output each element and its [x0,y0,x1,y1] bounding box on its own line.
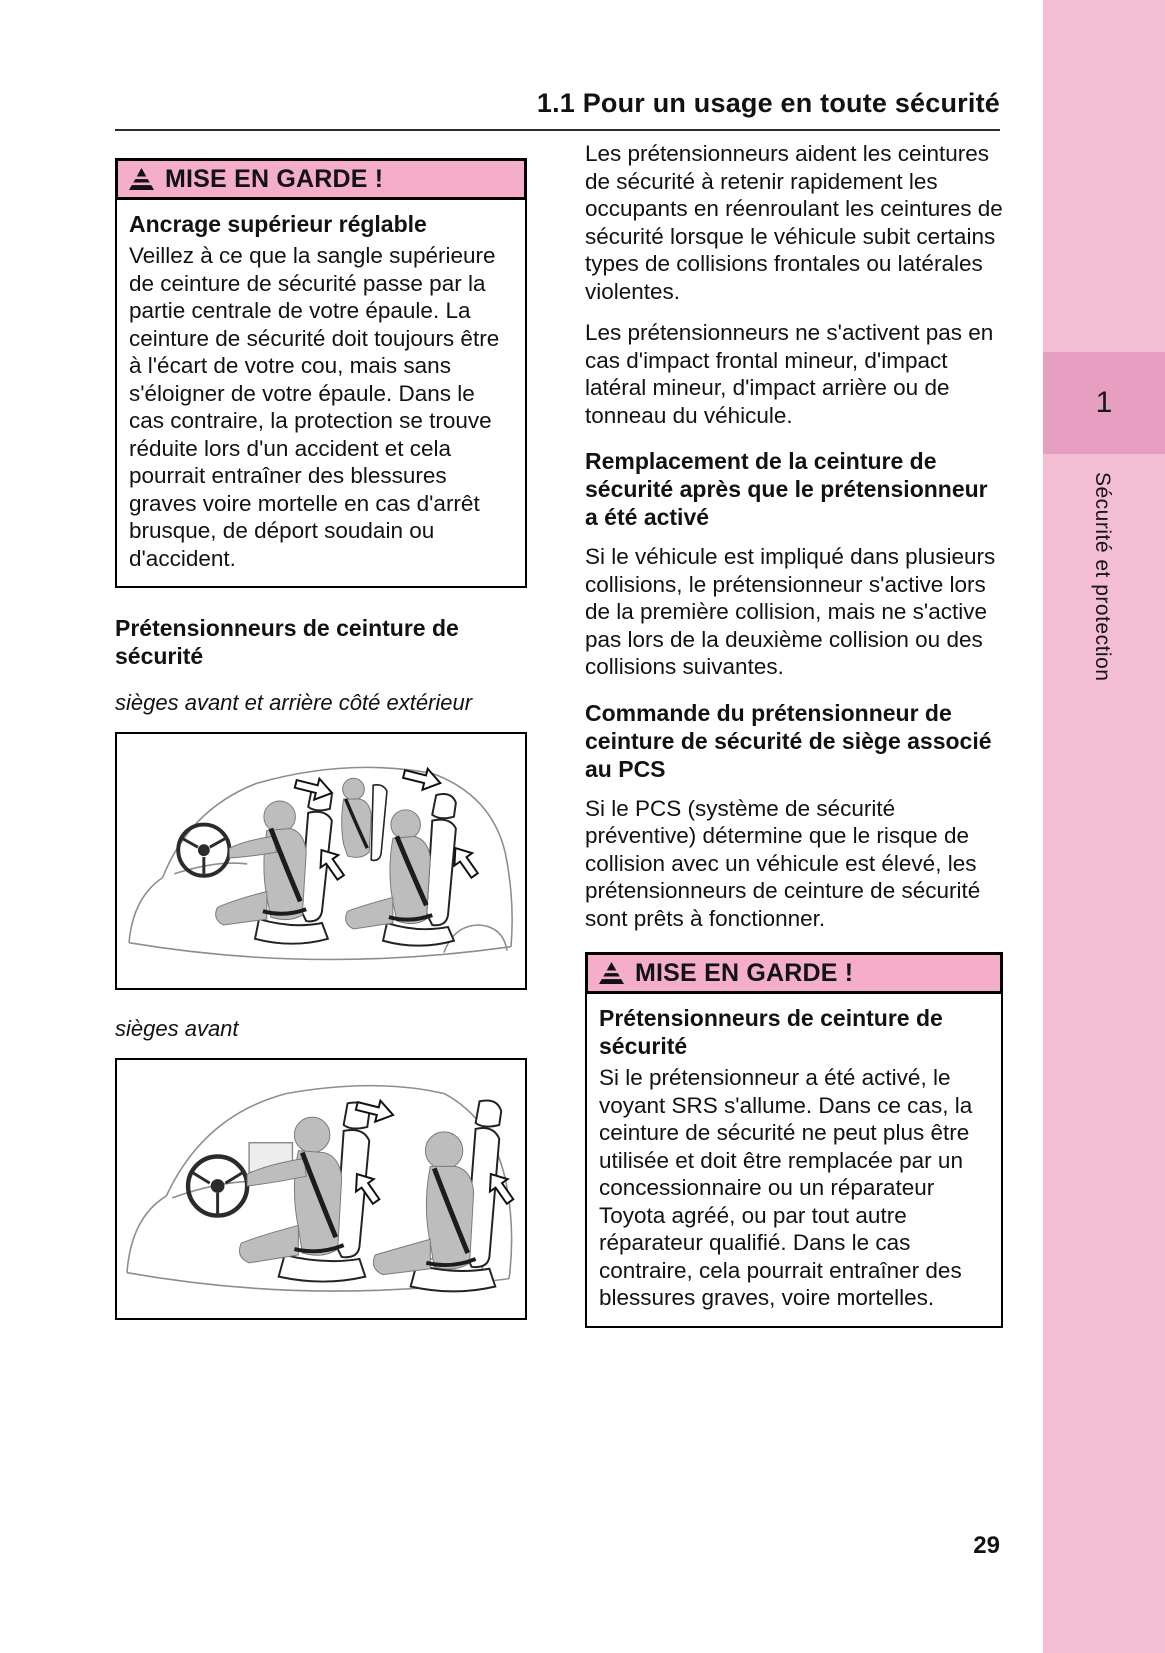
paragraph-pretensionneurs-non-activation: Les prétensionneurs ne s'activent pas en cas d'impact frontal mineur, d'impact latéral mineur, d'impact arrière ou de tonneau du véhicule. [585,320,994,428]
warning-body [585,994,1003,1328]
warning-text: Veillez à ce que la sangle supérieure de ceinture de sécurité passe par la partie centrale de votre épaule. La ceinture de sécurité doit toujours être à l'écart de votre cou, mais sans s'éloigner de votre épaule. Dans le cas contraire, la protection se trouve réduite lors d'un accident et cela pourrait entraîner des blessures graves voire mortelle en cas d'arrêt brusque, de déport soudain ou d'accident. [129,243,500,571]
warning-title: Ancrage supérieur réglable [129,211,427,237]
paragraph-collisions-multiples: Si le véhicule est impliqué dans plusieurs collisions, le prétensionneur s'active lors de la première collision, mais ne s'active pas lors de la deuxième collision ou des collisions suivantes. [585,544,996,679]
front-rear-seats-drawing [117,734,525,988]
figure-2-caption: sièges avant [115,1016,239,1041]
warning-title: Prétensionneurs de ceinture de sécurité [599,1005,943,1059]
figure-1-caption: sièges avant et arrière côté extérieur [115,690,473,715]
warning-header [115,158,527,200]
heading-commande-pcs: Commande du prétensionneur de ceinture de sécurité de siège associé au PCS [585,699,992,782]
chapter-title-vertical: Sécurité et protection [1091,472,1114,682]
left-column [115,158,527,1320]
paragraph-pcs: Si le PCS (système de sécurité préventive) détermine que le risque de collision avec un véhicule est élevé, les prétensionneurs de ceinture de sécurité sont prêts à fonctionner. [585,795,981,931]
warning-triangle-icon [598,961,625,986]
warning-header-label: MISE EN GARDE ! [165,164,384,193]
warning-box-anchor [115,158,527,588]
header-rule [115,129,1000,131]
warning-text: Si le prétensionneur a été activé, le voyant SRS s'allume. Dans ce cas, la ceinture de sécurité ne peut plus être utilisée et doit être remplacée par un concessionnaire ou un réparateur Toyota agréé, ou par tout autre réparateur qualifié. Dans le cas contraire, cela pourrait entraîner des blessures graves, voire mortelles. [599,1065,973,1310]
warning-body [115,200,527,588]
page-title: 1.1 Pour un usage en toute sécurité [536,88,1000,118]
front-seats-illustration [115,1058,527,1320]
warning-header [585,952,1003,994]
chapter-number-tab [1043,352,1165,454]
paragraph-pretensionneurs-role: Les prétensionneurs aident les ceintures de sécurité à retenir rapidement les occupants en réenroulant les ceintures de sécurité lorsque le véhicule subit certains types de collisions frontales ou latérales violentes. [585,141,1003,304]
right-column [585,140,1003,1328]
heading-remplacement-ceinture: Remplacement de la ceinture de sécurité après que le prétensionneur a été activé [585,448,988,530]
page-number: 29 [973,1532,1000,1559]
chapter-sidebar [1043,0,1165,1653]
warning-box-pretensionneurs [585,952,1003,1328]
section-heading-pretensionneurs: Prétensionneurs de ceinture de sécurité [115,615,459,669]
chapter-number: 1 [1095,386,1113,419]
warning-triangle-icon [128,167,155,192]
front-rear-seats-illustration [115,732,527,990]
warning-header-label: MISE EN GARDE ! [635,958,854,987]
front-seats-drawing [117,1060,525,1318]
